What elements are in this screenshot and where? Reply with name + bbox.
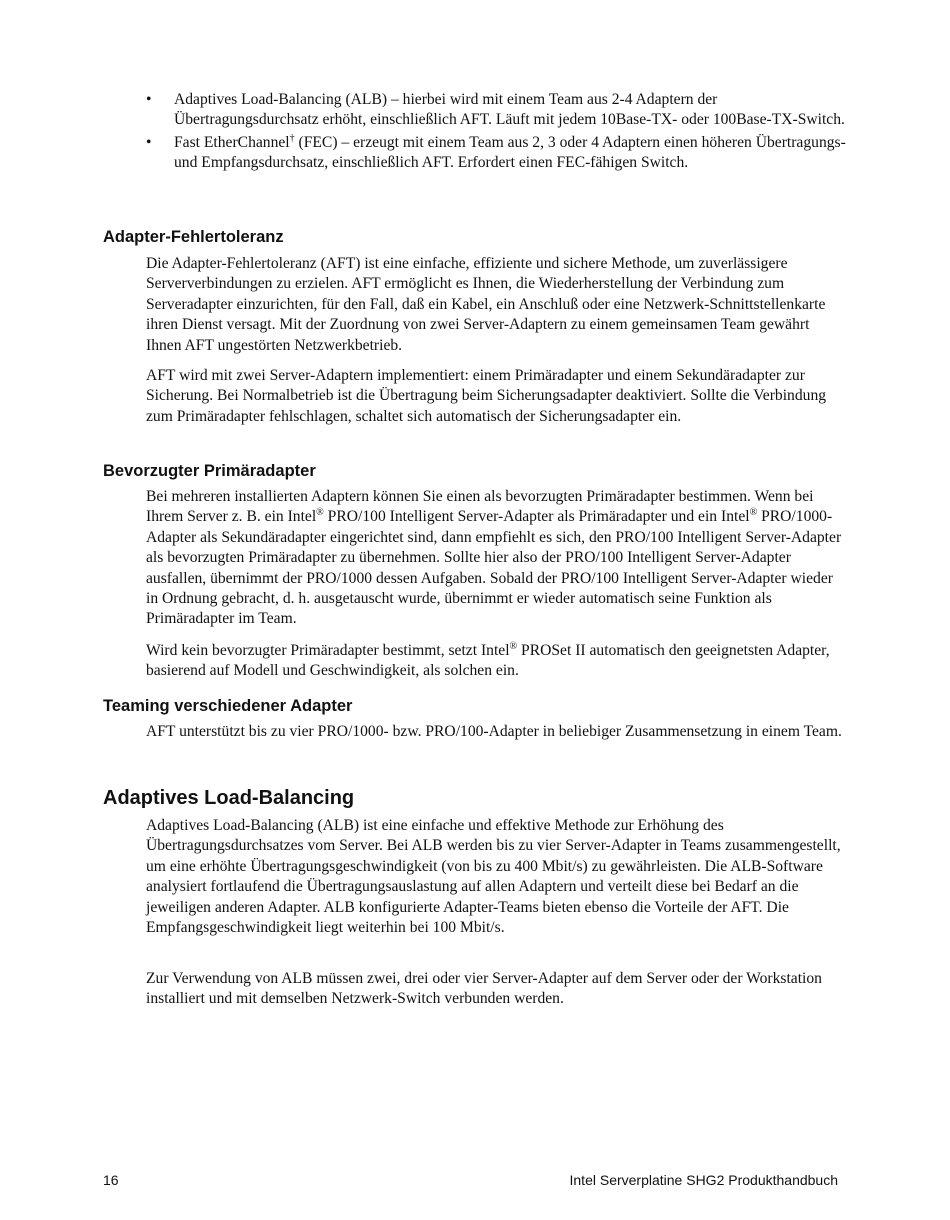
bullet-text: Adaptives Load-Balancing (ALB) – hierbei wird mit einem Team aus 2-4 Adaptern der Übertragungsdurchsatz erhöht, einschließlich AFT. Läuft mit jedem 10Base-TX- oder 100Base-TX-Switch.: [174, 91, 845, 129]
bullet-text-end: (FEC) – erzeugt mit einem Team aus 2, 3 oder 4 Adaptern einen höheren Übertragungs- und Empfangsdurchsatz, einschließlich AFT. Erfordert einen FEC-fähigen Switch.: [174, 133, 846, 172]
section-heading-alb: Adaptives Load-Balancing: [103, 787, 355, 809]
preferred-adapter-paragraph-1: [146, 487, 846, 630]
mixed-teaming-paragraph: AFT unterstützt bis zu vier PRO/1000- bzw. PRO/100-Adapter in beliebiger Zusammensetzung in einem Team.: [146, 723, 842, 740]
footer-document-title: Intel Serverplatine SHG2 Produkthandbuch: [569, 1172, 838, 1188]
text-run: PRO/100 Intelligent Server-Adapter als Primäradapter und ein Intel: [323, 508, 750, 526]
bullet-dot-icon: •: [146, 91, 152, 108]
registered-mark: ®: [509, 640, 518, 652]
aft-paragraph-1: Die Adapter-Fehlertoleranz (AFT) ist eine einfache, effiziente und sichere Methode, um zuverlässigere Serververbindungen zu erzielen. AFT ermöglicht es Ihnen, die Wiederherstellung der Verbindung zum Serveradapter einzurichten, für den Fall, daß ein Kabel, ein Anschluß oder eine Netzwerk-Schnittstellenkarte ihren Dienst versagt. Mit der Zuordnung von zwei Server-Adaptern zu einem gemeinsamen Team gewährt Ihnen AFT ungestörten Netzwerkbetrieb.: [146, 255, 826, 354]
text-run: PROSet II automatisch den geeignetsten Adapter, basierend auf Modell und Geschwindigkeit, als solchen ein.: [146, 642, 830, 680]
bullet-item-fec: [146, 133, 846, 174]
alb-paragraph-2: Zur Verwendung von ALB müssen zwei, drei oder vier Server-Adapter auf dem Server oder der Workstation installiert und mit demselben Netzwerk-Switch verbunden werden.: [146, 970, 822, 1008]
bullet-dot-icon: •: [146, 133, 152, 151]
preferred-adapter-paragraph-2: [146, 641, 846, 682]
dagger-mark: †: [289, 132, 295, 144]
section-heading-mixed-teaming: Teaming verschiedener Adapter: [103, 697, 353, 715]
bullet-item-alb: [146, 90, 846, 131]
registered-mark: ®: [749, 507, 758, 519]
aft-paragraph-2: AFT wird mit zwei Server-Adaptern implementiert: einem Primäradapter und einem Sekundäradapter zur Sicherung. Bei Normalbetrieb ist die Übertragung beim Sicherungsadapter deaktiviert. Sollte die Verbindung zum Primäradapter fehlschlagen, schaltet sich automatisch der Sicherungsadapter ein.: [146, 367, 827, 425]
text-run: Bei mehreren installierten Adaptern können Sie einen als bevorzugten Primäradapter bestimmen. Wenn bei Ihrem Server z. B. ein Intel: [146, 488, 814, 526]
registered-mark: ®: [316, 507, 324, 519]
text-run: Wird kein bevorzugter Primäradapter bestimmt, setzt Intel: [146, 642, 510, 659]
feature-bullet-list: [146, 90, 846, 176]
bullet-text-start: Fast EtherChannel: [174, 133, 290, 151]
page-number: 16: [103, 1172, 119, 1188]
section-heading-aft: Adapter-Fehlertoleranz: [103, 228, 284, 246]
alb-paragraph-1: Adaptives Load-Balancing (ALB) ist eine einfache und effektive Methode zur Erhöhung des Übertragungsdurchsatzes vom Server. Bei ALB werden bis zu vier Server-Adapter in Teams zusammengestellt, um eine erhöhte Übertragungsgeschwindigkeit (von bis zu 400 Mbit/s) zu gewährleisten. Die ALB-Software analysiert fortlaufend die Übertragungsauslastung auf allen Adaptern und verteilt diese bei Bedarf an die jeweiligen anderen Adapter. ALB konfigurierte Adapter-Teams bieten ebenso die Vorteile der AFT. Die Empfangsgeschwindigkeit liegt weiterhin bei 100 Mbit/s.: [146, 817, 841, 937]
section-heading-preferred-adapter: Bevorzugter Primäradapter: [103, 462, 316, 480]
text-run: PRO/1000-Adapter als Sekundäradapter eingerichtet sind, dann empfiehlt es sich, den PRO/100 Intelligent Server-Adapter als bevorzugten Primäradapter zu übernehmen. Sollte hier also der PRO/100 Intelligent Server-Adapter ausfallen, übernimmt der PRO/1000 dessen Aufgaben. Sobald der PRO/100 Intelligent Server-Adapter wieder in Ordnung gebracht, d. h. ausgetauscht wurde, übernimmt er wieder automatisch seine Funktion als Primäradapter im Team.: [146, 508, 842, 628]
